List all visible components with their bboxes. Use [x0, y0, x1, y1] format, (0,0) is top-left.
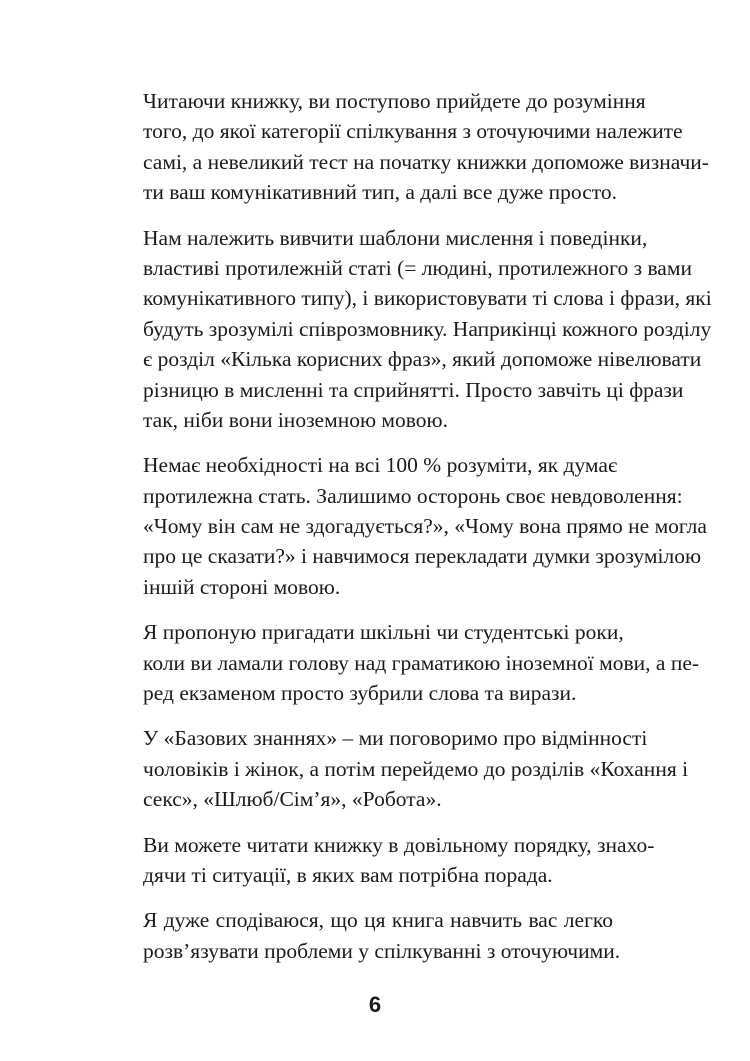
paragraph-line: коли ви ламали голову над граматикою іноземної мови, а пе- [143, 650, 700, 675]
paragraph-line: «Чому він сам не здогадується?», «Чому вона прямо не могла [143, 514, 707, 539]
paragraph-line: чоловіків і жінок, а потім перейдемо до розділів «Кохання і [143, 756, 689, 781]
paragraph-4 [143, 617, 700, 708]
paragraph-line: комунікативного типу), і використовувати ті слова і фрази, які [143, 286, 712, 311]
paragraph-line: ред екзаменом просто зубрили слова та вирази. [143, 681, 577, 706]
paragraph-7 [143, 905, 621, 966]
paragraph-line: протилежна стать. Залишимо осторонь своє невдоволення: [143, 483, 683, 508]
page-body [143, 86, 712, 981]
paragraph-line: Ви можете читати книжку в довільному порядку, знахо- [143, 832, 655, 857]
paragraph-line: секс», «Шлюб/Сім’я», «Робота». [143, 787, 442, 812]
paragraph-line: того, до якої категорії спілкування з оточуючими належите [143, 119, 683, 144]
paragraph-line: про це сказати?» і навчимося перекладати думки зрозумілою [143, 544, 702, 569]
paragraph-1 [143, 86, 709, 208]
paragraph-line: У «Базових знаннях» – ми поговоримо про відмінності [143, 726, 648, 751]
paragraph-line: Нам належить вивчити шаблони мислення і поведінки, [143, 225, 648, 250]
page-number: 6 [368, 992, 382, 1017]
paragraph-line: так, ніби вони іноземною мовою. [143, 407, 448, 432]
paragraph-line: Я дуже сподіваюся, що ця книга навчить вас легко [143, 908, 613, 933]
paragraph-line: розв’язувати проблеми у спілкуванні з оточуючими. [143, 938, 621, 963]
paragraph-line: дячи ті ситуації, в яких вам потрібна порада. [143, 862, 553, 887]
paragraph-3 [143, 450, 707, 602]
paragraph-line: є розділ «Кілька корисних фраз», який допоможе нівелювати [143, 347, 702, 372]
paragraph-2 [143, 223, 712, 436]
paragraph-line: будуть зрозумілі співрозмовнику. Наприкінці кожного розділу [143, 316, 712, 341]
paragraph-line: Немає необхідності на всі 100 % розуміти, як думає [143, 453, 618, 478]
paragraph-5 [143, 723, 689, 814]
paragraph-line: різницю в мисленні та сприйнятті. Просто завчіть ці фрази [143, 377, 684, 402]
paragraph-line: Я пропоную пригадати шкільні чи студентські роки, [143, 620, 624, 645]
paragraph-line: Читаючи книжку, ви поступово прийдете до розуміння [143, 89, 646, 113]
paragraph-line: іншій стороні мовою. [143, 574, 341, 599]
paragraph-line: ти ваш комунікативний тип, а далі все дуже просто. [143, 180, 617, 205]
paragraph-6 [143, 830, 655, 891]
paragraph-line: самі, а невеликий тест на початку книжки допоможе визначи- [143, 149, 709, 174]
paragraph-line: властиві протилежній статі (= людині, протилежного з вами [143, 255, 692, 280]
